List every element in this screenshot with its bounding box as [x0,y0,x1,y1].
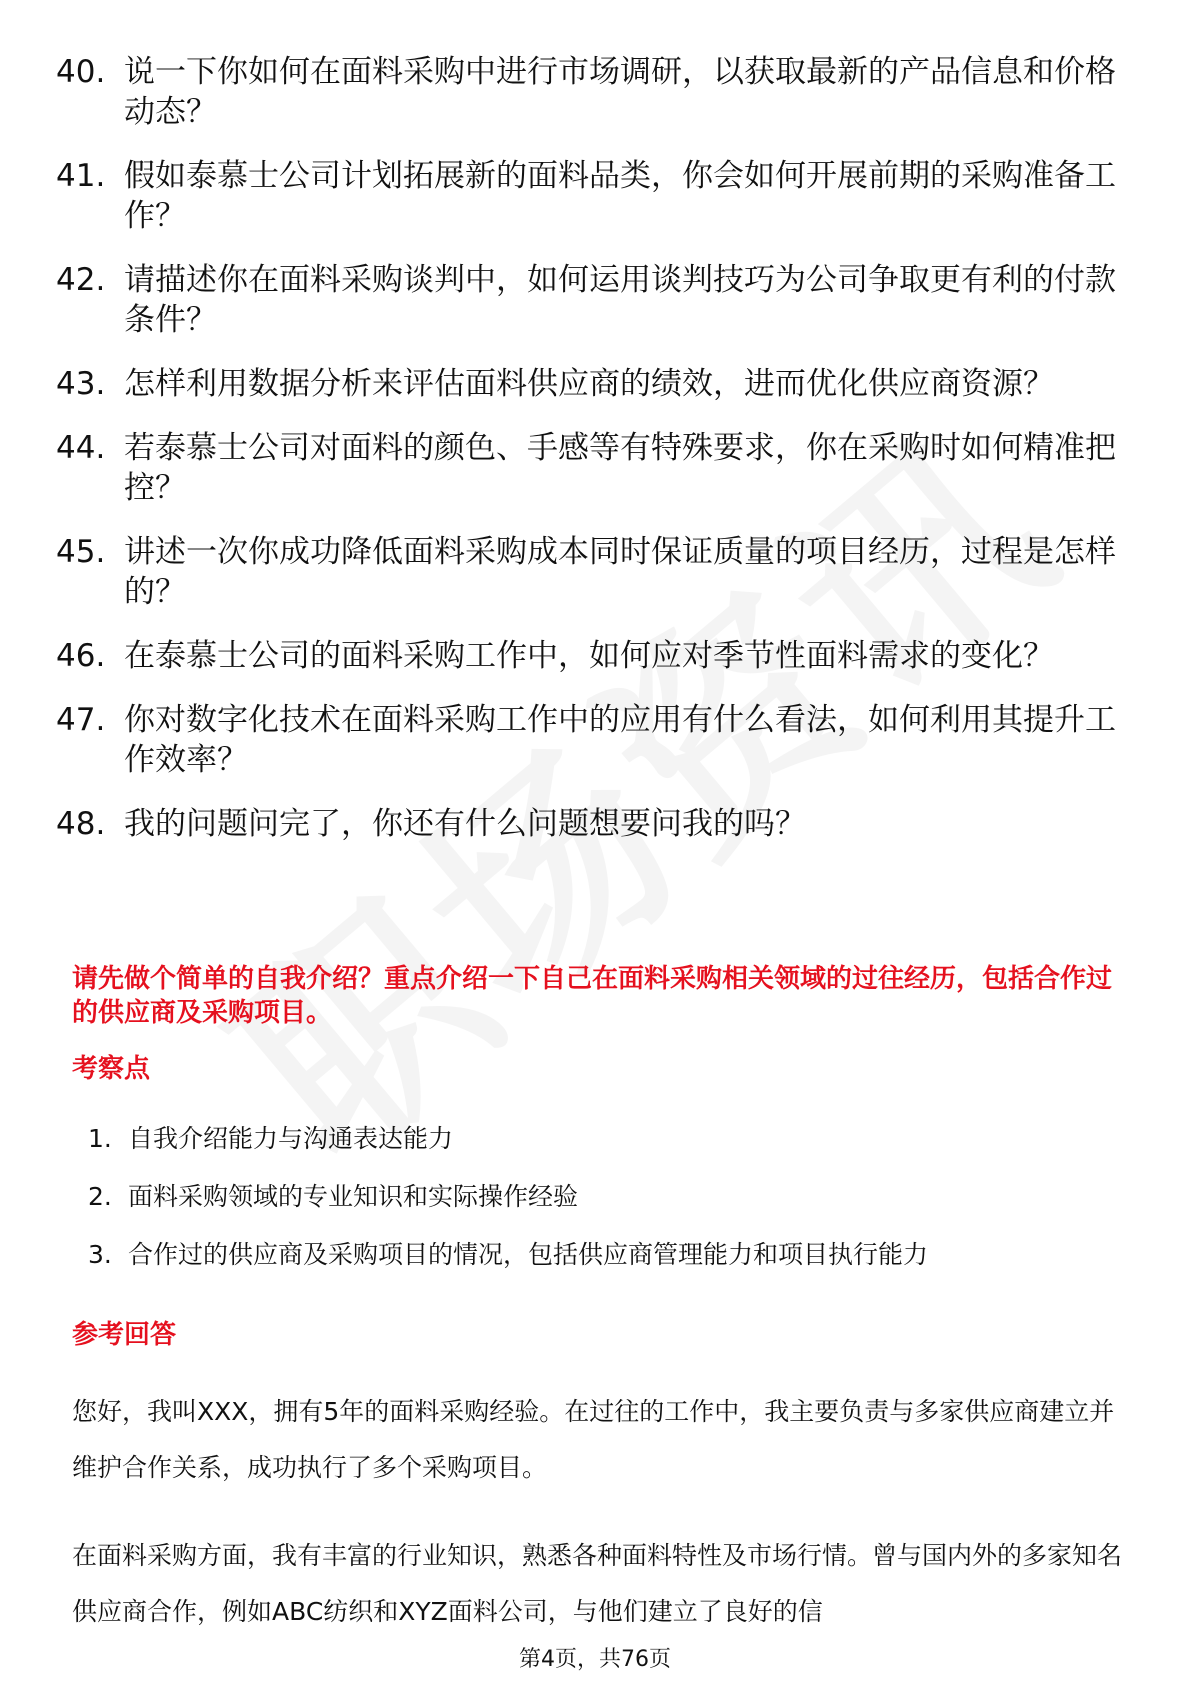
point-number: 2. [88,1182,112,1211]
answer-paragraph: 在面料采购方面，我有丰富的行业知识，熟悉各种面料特性及市场行情。曾与国内外的多家知名供应商合作，例如ABC纺织和XYZ面料公司，与他们建立了良好的信 [72,1541,1123,1626]
point-text: 面料采购领域的专业知识和实际操作经验 [128,1182,579,1211]
question-text: 怎样利用数据分析来评估面料供应商的绩效，进而优化供应商资源？ [124,366,1054,402]
point-text: 自我介绍能力与沟通表达能力 [128,1124,454,1153]
question-item [56,700,1116,780]
list-item [88,1238,1118,1296]
point-number: 3. [88,1240,112,1269]
reference-answer-label: 参考回答 [72,1320,177,1350]
question-number: 45. [56,534,106,570]
question-text: 你对数字化技术在面料采购工作中的应用有什么看法，如何利用其提升工作效率？ [124,702,1116,778]
question-item [56,804,1116,844]
question-number: 42. [56,262,106,298]
page-footer: 第4页，共76页 [519,1647,671,1672]
question-item [56,156,1116,236]
question-number: 48. [56,806,106,842]
question-text: 若泰慕士公司对面料的颜色、手感等有特殊要求，你在采购时如何精准把控？ [124,430,1116,506]
question-text: 在泰慕士公司的面料采购工作中，如何应对季节性面料需求的变化？ [124,638,1054,674]
question-item [56,428,1116,508]
question-list [56,52,1116,868]
question-number: 47. [56,702,106,738]
question-item [56,636,1116,676]
question-text: 我的问题问完了，你还有什么问题想要问我的吗？ [124,806,806,842]
answer-paragraph: 您好，我叫XXX，拥有5年的面料采购经验。在过往的工作中，我主要负责与多家供应商建立并维护合作关系，成功执行了多个采购项目。 [72,1397,1115,1482]
examine-points-list [88,1122,1118,1296]
question-number: 43. [56,366,106,402]
question-item [56,364,1116,404]
question-number: 40. [56,54,106,90]
question-number: 44. [56,430,106,466]
question-number: 46. [56,638,106,674]
question-item [56,52,1116,132]
question-text: 讲述一次你成功降低面料采购成本同时保证质量的项目经历，过程是怎样的？ [124,534,1116,610]
question-text: 说一下你如何在面料采购中进行市场调研，以获取最新的产品信息和价格动态？ [124,54,1116,130]
question-item [56,532,1116,612]
question-text: 假如泰慕士公司计划拓展新的面料品类，你会如何开展前期的采购准备工作？ [124,158,1116,234]
list-item [88,1180,1118,1238]
question-text: 请描述你在面料采购谈判中，如何运用谈判技巧为公司争取更有利的付款条件？ [124,262,1116,338]
list-item [88,1122,1118,1180]
point-number: 1. [88,1124,112,1153]
examine-points-label: 考察点 [72,1054,151,1084]
question-number: 41. [56,158,106,194]
question-item [56,260,1116,340]
point-text: 合作过的供应商及采购项目的情况，包括供应商管理能力和项目执行能力 [128,1240,929,1269]
section-question-heading: 请先做个简单的自我介绍？重点介绍一下自己在面料采购相关领域的过往经历，包括合作过的供应商及采购项目。 [72,964,1113,1028]
